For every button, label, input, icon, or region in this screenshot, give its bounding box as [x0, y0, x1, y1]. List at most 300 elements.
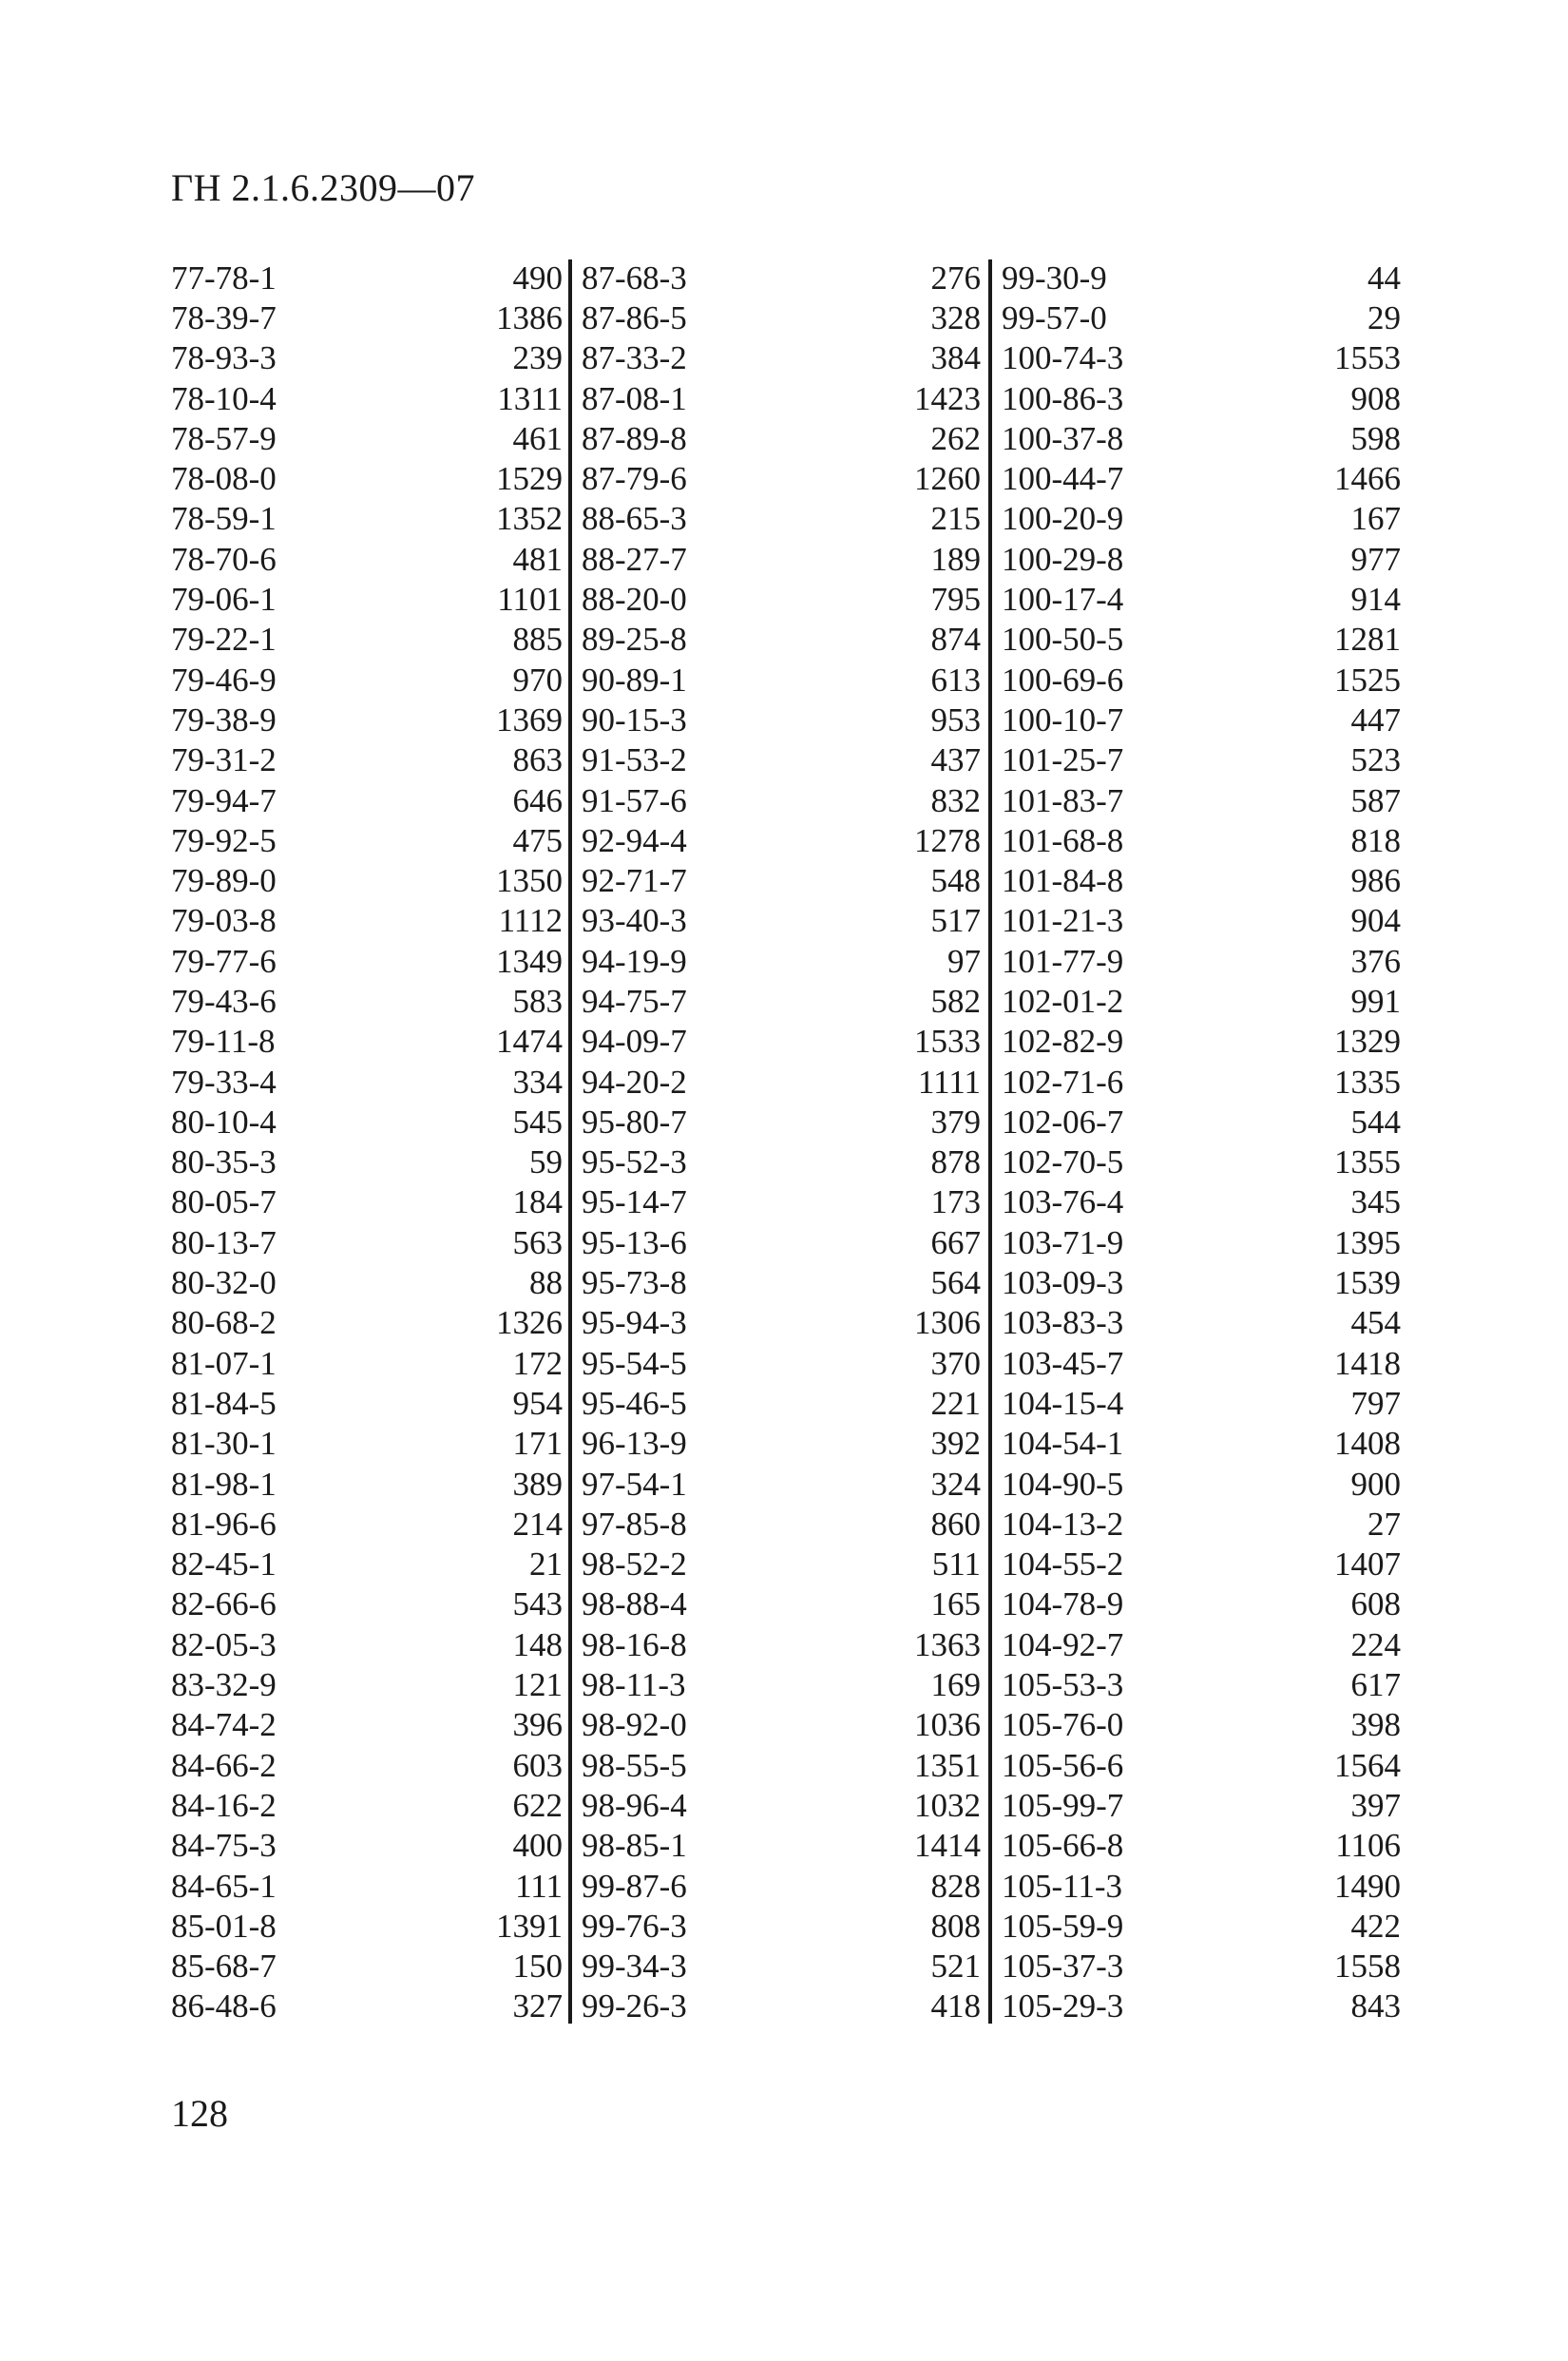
substance-number: 376 — [1350, 942, 1401, 980]
substance-number: 1525 — [1334, 661, 1401, 699]
cas-number: 98-55-5 — [582, 1746, 687, 1784]
index-row — [171, 418, 563, 458]
index-row — [171, 1343, 563, 1383]
substance-number: 370 — [930, 1344, 981, 1382]
index-row — [582, 378, 981, 418]
cas-number: 95-52-3 — [582, 1143, 687, 1181]
cas-number: 87-86-5 — [582, 298, 687, 336]
substance-number: 617 — [1350, 1666, 1401, 1704]
cas-number: 87-68-3 — [582, 259, 687, 297]
substance-number: 184 — [512, 1183, 563, 1221]
cas-number: 79-06-1 — [171, 581, 277, 619]
substance-number: 239 — [512, 339, 563, 377]
substance-number: 398 — [1350, 1706, 1401, 1744]
cas-number: 79-92-5 — [171, 821, 277, 859]
index-row — [1002, 1987, 1401, 2026]
index-row — [171, 1182, 563, 1222]
substance-number: 521 — [930, 1948, 981, 1986]
index-row — [582, 1705, 981, 1745]
index-row — [1002, 1664, 1401, 1704]
index-row — [582, 1584, 981, 1624]
cas-number: 104-92-7 — [1002, 1625, 1124, 1663]
index-row — [171, 1584, 563, 1624]
index-row — [1002, 780, 1401, 820]
index-row — [582, 820, 981, 860]
substance-number: 970 — [512, 661, 563, 699]
index-row — [1002, 1343, 1401, 1383]
substance-number: 598 — [1350, 419, 1401, 457]
cas-number: 81-98-1 — [171, 1465, 277, 1503]
substance-number: 1529 — [496, 460, 563, 498]
index-row — [1002, 1745, 1401, 1785]
substance-number: 1326 — [496, 1304, 563, 1342]
cas-number: 99-57-0 — [1002, 298, 1107, 336]
cas-number: 99-30-9 — [1002, 259, 1107, 297]
substance-number: 583 — [512, 982, 563, 1020]
cas-number: 101-77-9 — [1002, 942, 1124, 980]
cas-number: 95-80-7 — [582, 1103, 687, 1141]
cas-number: 79-31-2 — [171, 741, 277, 779]
substance-number: 215 — [930, 500, 981, 538]
substance-number: 1533 — [914, 1023, 981, 1061]
cas-number: 104-90-5 — [1002, 1465, 1124, 1503]
cas-number: 94-19-9 — [582, 942, 687, 980]
cas-number: 105-59-9 — [1002, 1907, 1124, 1945]
index-row — [582, 1383, 981, 1423]
cas-number: 84-66-2 — [171, 1746, 277, 1784]
substance-number: 795 — [930, 581, 981, 619]
index-row — [171, 1022, 563, 1062]
index-row — [171, 1262, 563, 1302]
index-row — [1002, 1705, 1401, 1745]
substance-number: 392 — [930, 1425, 981, 1463]
substance-number: 885 — [512, 621, 563, 659]
index-row — [1002, 1785, 1401, 1825]
index-row — [1002, 1906, 1401, 1946]
index-row — [1002, 1826, 1401, 1866]
index-row — [1002, 620, 1401, 660]
substance-number: 545 — [512, 1103, 563, 1141]
substance-number: 1355 — [1334, 1143, 1401, 1181]
cas-number: 85-01-8 — [171, 1907, 277, 1945]
substance-number: 843 — [1350, 1987, 1401, 2025]
index-row — [1002, 1102, 1401, 1142]
index-row — [1002, 1464, 1401, 1504]
index-row — [171, 539, 563, 579]
substance-number: 150 — [512, 1948, 563, 1986]
index-row — [582, 981, 981, 1021]
substance-number: 548 — [930, 862, 981, 900]
index-row — [582, 1424, 981, 1464]
index-row — [171, 1102, 563, 1142]
substance-number: 646 — [512, 781, 563, 819]
cas-number: 102-70-5 — [1002, 1143, 1124, 1181]
substance-number: 564 — [930, 1264, 981, 1302]
index-row — [582, 740, 981, 780]
substance-number: 475 — [512, 821, 563, 859]
index-row — [171, 820, 563, 860]
index-row — [171, 1142, 563, 1182]
index-row — [582, 1866, 981, 1906]
cas-number: 92-94-4 — [582, 821, 687, 859]
substance-number: 334 — [512, 1063, 563, 1101]
substance-number: 1281 — [1334, 621, 1401, 659]
substance-number: 418 — [930, 1987, 981, 2025]
index-row — [582, 1664, 981, 1704]
index-row — [582, 1222, 981, 1262]
cas-number: 79-94-7 — [171, 781, 277, 819]
substance-number: 991 — [1350, 982, 1401, 1020]
index-row — [1002, 1262, 1401, 1302]
cas-number: 104-54-1 — [1002, 1425, 1124, 1463]
substance-number: 908 — [1350, 379, 1401, 417]
substance-number: 221 — [930, 1384, 981, 1422]
substance-number: 622 — [512, 1786, 563, 1824]
cas-number: 80-05-7 — [171, 1183, 277, 1221]
index-row — [1002, 418, 1401, 458]
cas-number: 80-68-2 — [171, 1304, 277, 1342]
index-row — [171, 981, 563, 1021]
index-row — [171, 338, 563, 378]
cas-number: 99-34-3 — [582, 1948, 687, 1986]
index-row — [171, 1987, 563, 2026]
substance-number: 276 — [930, 259, 981, 297]
index-row — [1002, 740, 1401, 780]
index-row — [1002, 901, 1401, 941]
substance-number: 397 — [1350, 1786, 1401, 1824]
cas-number: 98-96-4 — [582, 1786, 687, 1824]
cas-number: 95-14-7 — [582, 1183, 687, 1221]
index-row — [1002, 499, 1401, 539]
index-row — [582, 1343, 981, 1383]
cas-number: 102-71-6 — [1002, 1063, 1124, 1101]
substance-number: 1352 — [496, 500, 563, 538]
substance-number: 1474 — [496, 1023, 563, 1061]
index-row — [582, 1906, 981, 1946]
cas-number: 81-84-5 — [171, 1384, 277, 1422]
cas-number: 91-53-2 — [582, 741, 687, 779]
cas-number: 91-57-6 — [582, 781, 687, 819]
index-row — [582, 458, 981, 498]
cas-number: 78-59-1 — [171, 500, 277, 538]
substance-number: 818 — [1350, 821, 1401, 859]
cas-number: 82-45-1 — [171, 1545, 277, 1584]
substance-number: 863 — [512, 741, 563, 779]
substance-number: 613 — [930, 661, 981, 699]
index-row — [1002, 539, 1401, 579]
index-row — [1002, 1182, 1401, 1222]
cas-number: 80-32-0 — [171, 1264, 277, 1302]
substance-number: 1466 — [1334, 460, 1401, 498]
substance-number: 490 — [512, 259, 563, 297]
substance-number: 59 — [529, 1143, 563, 1181]
index-row — [582, 338, 981, 378]
cas-number: 103-71-9 — [1002, 1223, 1124, 1261]
substance-number: 88 — [529, 1264, 563, 1302]
index-row — [171, 660, 563, 700]
cas-number: 90-15-3 — [582, 701, 687, 739]
cas-number: 98-52-2 — [582, 1545, 687, 1584]
index-row — [1002, 338, 1401, 378]
substance-number: 167 — [1350, 500, 1401, 538]
cas-number: 88-65-3 — [582, 500, 687, 538]
cas-number: 81-30-1 — [171, 1425, 277, 1463]
index-row — [582, 539, 981, 579]
substance-number: 27 — [1367, 1505, 1401, 1543]
cas-number: 104-55-2 — [1002, 1545, 1124, 1584]
index-row — [1002, 1946, 1401, 1986]
index-row — [171, 1062, 563, 1102]
substance-number: 808 — [930, 1907, 981, 1945]
cas-number: 105-76-0 — [1002, 1706, 1124, 1744]
substance-number: 44 — [1367, 259, 1401, 297]
cas-number: 94-09-7 — [582, 1023, 687, 1061]
cas-number: 103-83-3 — [1002, 1304, 1124, 1342]
substance-number: 214 — [512, 1505, 563, 1543]
index-row — [1002, 1303, 1401, 1343]
substance-number: 544 — [1350, 1103, 1401, 1141]
index-row — [171, 1545, 563, 1584]
index-row — [582, 860, 981, 900]
cas-number: 84-65-1 — [171, 1867, 277, 1905]
index-row — [171, 941, 563, 981]
substance-number: 1407 — [1334, 1545, 1401, 1584]
index-row — [582, 1464, 981, 1504]
substance-number: 1490 — [1334, 1867, 1401, 1905]
substance-number: 224 — [1350, 1625, 1401, 1663]
cas-number: 105-37-3 — [1002, 1948, 1124, 1986]
cas-number: 87-33-2 — [582, 339, 687, 377]
cas-number: 90-89-1 — [582, 661, 687, 699]
cas-number: 79-22-1 — [171, 621, 277, 659]
cas-number: 79-38-9 — [171, 701, 277, 739]
cas-number: 80-10-4 — [171, 1103, 277, 1141]
index-row — [582, 700, 981, 739]
cas-number: 78-70-6 — [171, 540, 277, 578]
index-row — [171, 901, 563, 941]
substance-number: 543 — [512, 1585, 563, 1623]
substance-number: 169 — [930, 1666, 981, 1704]
substance-number: 914 — [1350, 581, 1401, 619]
substance-number: 328 — [930, 298, 981, 336]
substance-number: 1101 — [497, 581, 563, 619]
substance-number: 481 — [512, 540, 563, 578]
cas-number: 84-75-3 — [171, 1827, 277, 1865]
substance-number: 587 — [1350, 781, 1401, 819]
substance-number: 29 — [1367, 298, 1401, 336]
index-row — [1002, 1022, 1401, 1062]
substance-number: 1349 — [496, 942, 563, 980]
cas-number: 88-20-0 — [582, 581, 687, 619]
substance-number: 148 — [512, 1625, 563, 1663]
index-row — [1002, 298, 1401, 337]
cas-number: 100-10-7 — [1002, 701, 1124, 739]
cas-number: 100-20-9 — [1002, 500, 1124, 538]
substance-number: 603 — [512, 1746, 563, 1784]
index-column-2 — [582, 258, 981, 2031]
substance-number: 874 — [930, 621, 981, 659]
substance-number: 1418 — [1334, 1344, 1401, 1382]
cas-number: 103-09-3 — [1002, 1264, 1124, 1302]
index-row — [171, 1946, 563, 1986]
substance-number: 1260 — [914, 460, 981, 498]
index-row — [1002, 1584, 1401, 1624]
substance-number: 97 — [947, 942, 981, 980]
index-row — [171, 579, 563, 619]
cas-number: 95-54-5 — [582, 1344, 687, 1382]
index-row — [582, 1624, 981, 1664]
index-row — [1002, 579, 1401, 619]
cas-number: 81-96-6 — [171, 1505, 277, 1543]
substance-number: 461 — [512, 419, 563, 457]
cas-number: 78-57-9 — [171, 419, 277, 457]
cas-number: 80-13-7 — [171, 1223, 277, 1261]
index-row — [582, 780, 981, 820]
cas-number: 95-13-6 — [582, 1223, 687, 1261]
index-column-3 — [1002, 258, 1401, 2031]
index-row — [1002, 1624, 1401, 1664]
cas-index-table — [171, 258, 1406, 2031]
substance-number: 1032 — [914, 1786, 981, 1824]
cas-number: 94-75-7 — [582, 982, 687, 1020]
substance-number: 454 — [1350, 1304, 1401, 1342]
index-row — [171, 1222, 563, 1262]
substance-number: 953 — [930, 701, 981, 739]
index-row — [171, 1624, 563, 1664]
cas-number: 98-88-4 — [582, 1585, 687, 1623]
index-row — [171, 378, 563, 418]
substance-number: 1329 — [1334, 1023, 1401, 1061]
substance-number: 400 — [512, 1827, 563, 1865]
substance-number: 797 — [1350, 1384, 1401, 1422]
cas-number: 98-85-1 — [582, 1827, 687, 1865]
cas-number: 101-25-7 — [1002, 741, 1124, 779]
column-separator — [988, 259, 992, 2024]
index-row — [582, 579, 981, 619]
cas-number: 85-68-7 — [171, 1948, 277, 1986]
index-row — [171, 780, 563, 820]
index-row — [171, 1383, 563, 1423]
cas-number: 78-93-3 — [171, 339, 277, 377]
substance-number: 904 — [1350, 902, 1401, 940]
cas-number: 105-56-6 — [1002, 1746, 1124, 1784]
substance-number: 1423 — [914, 379, 981, 417]
substance-number: 954 — [512, 1384, 563, 1422]
substance-number: 1558 — [1334, 1948, 1401, 1986]
index-row — [171, 1826, 563, 1866]
substance-number: 422 — [1350, 1907, 1401, 1945]
substance-number: 860 — [930, 1505, 981, 1543]
cas-number: 78-39-7 — [171, 298, 277, 336]
substance-number: 384 — [930, 339, 981, 377]
substance-number: 977 — [1350, 540, 1401, 578]
index-row — [582, 1826, 981, 1866]
cas-number: 77-78-1 — [171, 259, 277, 297]
cas-number: 98-92-0 — [582, 1706, 687, 1744]
index-row — [1002, 820, 1401, 860]
index-row — [171, 1303, 563, 1343]
cas-number: 101-68-8 — [1002, 821, 1124, 859]
index-row — [1002, 1866, 1401, 1906]
substance-number: 379 — [930, 1103, 981, 1141]
index-row — [1002, 1062, 1401, 1102]
cas-number: 100-37-8 — [1002, 419, 1124, 457]
cas-number: 78-08-0 — [171, 460, 277, 498]
cas-number: 99-87-6 — [582, 1867, 687, 1905]
page-number: 128 — [171, 2092, 228, 2135]
cas-number: 100-29-8 — [1002, 540, 1124, 578]
cas-number: 104-15-4 — [1002, 1384, 1124, 1422]
cas-number: 104-13-2 — [1002, 1505, 1124, 1543]
cas-number: 87-79-6 — [582, 460, 687, 498]
substance-number: 832 — [930, 781, 981, 819]
index-row — [171, 1705, 563, 1745]
cas-number: 88-27-7 — [582, 540, 687, 578]
index-row — [582, 1504, 981, 1544]
index-row — [582, 1022, 981, 1062]
substance-number: 563 — [512, 1223, 563, 1261]
cas-number: 102-82-9 — [1002, 1023, 1124, 1061]
cas-number: 79-43-6 — [171, 982, 277, 1020]
cas-number: 93-40-3 — [582, 902, 687, 940]
substance-number: 345 — [1350, 1183, 1401, 1221]
substance-number: 517 — [930, 902, 981, 940]
substance-number: 111 — [515, 1867, 563, 1905]
cas-number: 98-11-3 — [582, 1666, 686, 1704]
cas-number: 100-44-7 — [1002, 460, 1124, 498]
substance-number: 1111 — [917, 1063, 981, 1101]
substance-number: 172 — [512, 1344, 563, 1382]
index-row — [582, 1062, 981, 1102]
index-row — [1002, 1222, 1401, 1262]
substance-number: 21 — [529, 1545, 563, 1584]
cas-number: 105-11-3 — [1002, 1867, 1123, 1905]
index-row — [171, 499, 563, 539]
substance-number: 523 — [1350, 741, 1401, 779]
cas-number: 96-13-9 — [582, 1425, 687, 1463]
substance-number: 189 — [930, 540, 981, 578]
substance-number: 171 — [512, 1425, 563, 1463]
substance-number: 511 — [931, 1545, 981, 1584]
cas-number: 82-66-6 — [171, 1585, 277, 1623]
substance-number: 1414 — [914, 1827, 981, 1865]
cas-number: 84-74-2 — [171, 1706, 277, 1744]
index-row — [582, 418, 981, 458]
cas-number: 101-84-8 — [1002, 862, 1124, 900]
index-row — [171, 458, 563, 498]
substance-number: 1278 — [914, 821, 981, 859]
substance-number: 900 — [1350, 1465, 1401, 1503]
cas-number: 101-21-3 — [1002, 902, 1124, 940]
substance-number: 1391 — [496, 1907, 563, 1945]
cas-number: 95-73-8 — [582, 1264, 687, 1302]
cas-number: 100-17-4 — [1002, 581, 1124, 619]
index-row — [171, 700, 563, 739]
cas-number: 81-07-1 — [171, 1344, 277, 1382]
index-row — [582, 1545, 981, 1584]
index-row — [1002, 258, 1401, 298]
index-row — [1002, 860, 1401, 900]
index-row — [171, 1745, 563, 1785]
column-separator — [568, 259, 572, 2024]
substance-number: 121 — [512, 1666, 563, 1704]
index-row — [1002, 1142, 1401, 1182]
substance-number: 1335 — [1334, 1063, 1401, 1101]
index-row — [582, 1102, 981, 1142]
cas-number: 100-69-6 — [1002, 661, 1124, 699]
index-row — [171, 258, 563, 298]
index-row — [1002, 981, 1401, 1021]
